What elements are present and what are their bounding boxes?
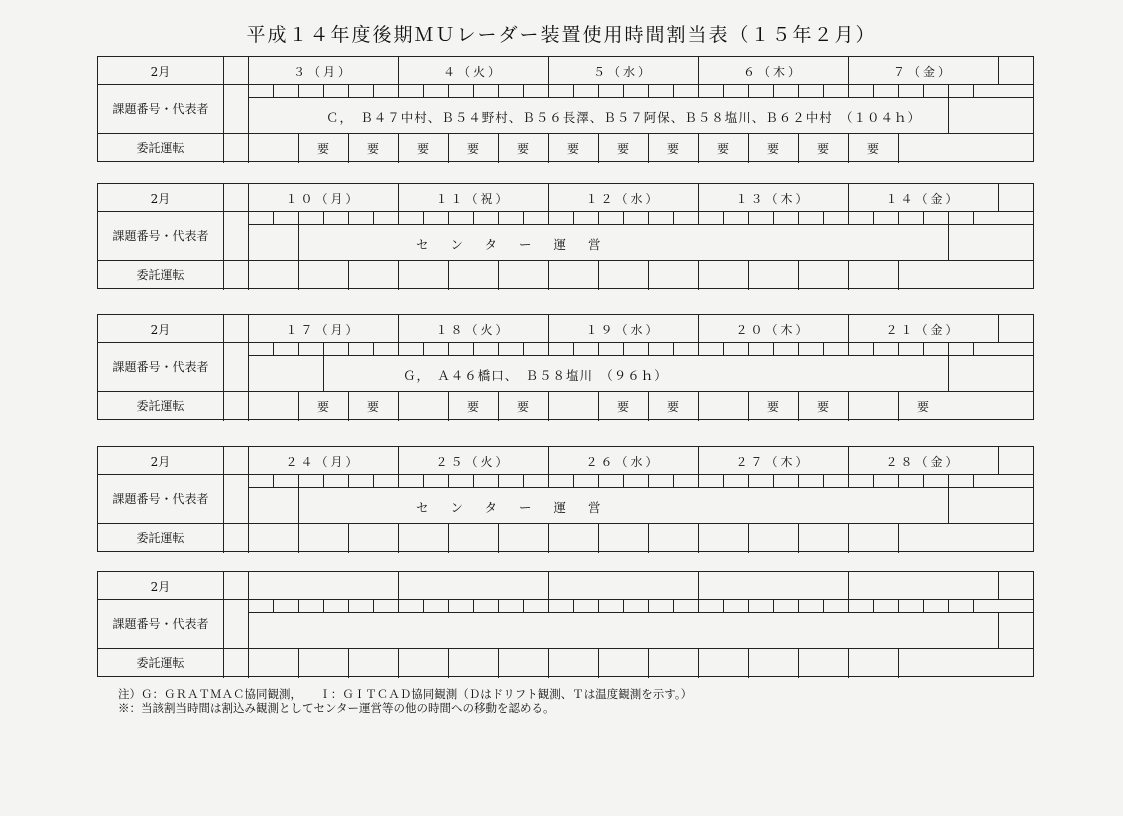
time-tick bbox=[698, 599, 699, 612]
time-tick bbox=[548, 342, 549, 355]
commission-cell: 要 bbox=[616, 142, 629, 156]
day-header: １０（月） bbox=[285, 192, 361, 206]
commission-cell: 要 bbox=[516, 142, 529, 156]
time-tick bbox=[423, 211, 424, 224]
grid-line bbox=[248, 612, 249, 648]
grid-line bbox=[748, 260, 749, 290]
grid-line bbox=[498, 648, 499, 678]
time-tick bbox=[423, 474, 424, 487]
time-tick bbox=[373, 474, 374, 487]
day-header: ４（火） bbox=[442, 65, 503, 79]
time-tick bbox=[598, 211, 599, 224]
time-tick bbox=[948, 84, 949, 97]
grid-line bbox=[548, 648, 549, 678]
time-tick bbox=[773, 211, 774, 224]
grid-line bbox=[648, 260, 649, 290]
grid-line bbox=[98, 523, 1033, 524]
time-tick bbox=[723, 474, 724, 487]
month-label: 2月 bbox=[150, 455, 171, 469]
time-tick bbox=[448, 84, 449, 97]
time-tick bbox=[823, 474, 824, 487]
time-tick bbox=[398, 84, 399, 97]
day-header: １８（火） bbox=[435, 323, 511, 337]
commission-cell: 要 bbox=[466, 142, 479, 156]
time-tick bbox=[673, 599, 674, 612]
time-tick bbox=[948, 211, 949, 224]
grid-line bbox=[298, 523, 299, 553]
commission-cell: 要 bbox=[416, 142, 429, 156]
grid-line bbox=[98, 599, 1033, 600]
time-tick bbox=[298, 342, 299, 355]
day-header: １７（月） bbox=[285, 323, 361, 337]
grid-line bbox=[848, 260, 849, 290]
time-tick bbox=[698, 474, 699, 487]
time-tick bbox=[623, 474, 624, 487]
assignment-text: センター運営 bbox=[416, 500, 623, 515]
time-tick bbox=[898, 342, 899, 355]
commission-cell: 要 bbox=[516, 400, 529, 414]
day-header: １１（祝） bbox=[435, 192, 511, 206]
grid-line bbox=[698, 572, 699, 599]
grid-line bbox=[398, 648, 399, 678]
time-tick bbox=[673, 474, 674, 487]
time-tick bbox=[323, 342, 324, 355]
time-tick bbox=[523, 474, 524, 487]
commission-cell: 要 bbox=[866, 142, 879, 156]
time-tick bbox=[298, 474, 299, 487]
time-tick bbox=[573, 599, 574, 612]
time-tick bbox=[648, 211, 649, 224]
time-tick bbox=[823, 599, 824, 612]
time-tick bbox=[973, 211, 974, 224]
commission-cell: 要 bbox=[716, 142, 729, 156]
time-tick bbox=[623, 211, 624, 224]
grid-line bbox=[598, 648, 599, 678]
time-tick bbox=[323, 84, 324, 97]
month-label: 2月 bbox=[150, 192, 171, 206]
time-tick bbox=[698, 84, 699, 97]
time-tick bbox=[773, 342, 774, 355]
time-tick bbox=[748, 599, 749, 612]
page-title: 平成１４年度後期ＭＵレーダー装置使用時間割当表（１５年２月） bbox=[246, 24, 877, 46]
time-tick bbox=[948, 474, 949, 487]
commission-cell: 要 bbox=[766, 142, 779, 156]
commission-cell: 要 bbox=[616, 400, 629, 414]
grid-line bbox=[948, 224, 949, 260]
grid-line bbox=[98, 133, 1033, 134]
time-tick bbox=[773, 84, 774, 97]
grid-line bbox=[848, 523, 849, 553]
time-tick bbox=[598, 84, 599, 97]
day-header: １４（金） bbox=[885, 192, 961, 206]
grid-line bbox=[698, 260, 699, 290]
time-tick bbox=[523, 599, 524, 612]
commission-cell: 要 bbox=[316, 142, 329, 156]
commission-cell: 要 bbox=[916, 400, 929, 414]
time-tick bbox=[848, 211, 849, 224]
grid-line bbox=[598, 523, 599, 553]
grid-line bbox=[548, 260, 549, 290]
time-tick bbox=[548, 599, 549, 612]
time-tick bbox=[873, 474, 874, 487]
commission-cell: 要 bbox=[566, 142, 579, 156]
grid-line bbox=[698, 391, 699, 421]
grid-line bbox=[948, 97, 949, 133]
day-header: １９（水） bbox=[585, 323, 661, 337]
time-tick bbox=[873, 599, 874, 612]
time-tick bbox=[723, 342, 724, 355]
time-tick bbox=[748, 342, 749, 355]
grid-line bbox=[98, 260, 1033, 261]
time-tick bbox=[323, 599, 324, 612]
time-tick bbox=[798, 599, 799, 612]
time-tick bbox=[273, 599, 274, 612]
time-tick bbox=[573, 84, 574, 97]
time-tick bbox=[423, 342, 424, 355]
time-tick bbox=[848, 342, 849, 355]
grid-line bbox=[398, 260, 399, 290]
assignment-text: Ｃ， Ｂ４７中村、Ｂ５４野村、Ｂ５６長澤、Ｂ５７阿保、Ｂ５８塩川、Ｂ６２中村 （１０４ｈ） bbox=[326, 110, 922, 125]
grid-line bbox=[348, 260, 349, 290]
time-tick bbox=[648, 599, 649, 612]
time-tick bbox=[398, 474, 399, 487]
time-tick bbox=[798, 211, 799, 224]
grid-line bbox=[398, 523, 399, 553]
grid-line bbox=[348, 648, 349, 678]
grid-line bbox=[223, 315, 224, 421]
time-tick bbox=[748, 211, 749, 224]
time-tick bbox=[348, 211, 349, 224]
grid-line bbox=[398, 391, 399, 421]
time-tick bbox=[373, 84, 374, 97]
commission-cell: 要 bbox=[666, 400, 679, 414]
time-tick bbox=[298, 84, 299, 97]
week-table bbox=[97, 314, 1034, 420]
time-tick bbox=[773, 474, 774, 487]
time-tick bbox=[498, 599, 499, 612]
time-tick bbox=[273, 474, 274, 487]
project-label: 課題番号・代表者 bbox=[112, 229, 209, 243]
time-tick bbox=[498, 211, 499, 224]
grid-line bbox=[898, 523, 899, 553]
time-tick bbox=[573, 342, 574, 355]
time-tick bbox=[898, 474, 899, 487]
grid-line bbox=[998, 315, 999, 342]
grid-line bbox=[248, 612, 1033, 613]
grid-line bbox=[548, 523, 549, 553]
time-tick bbox=[798, 474, 799, 487]
time-tick bbox=[448, 599, 449, 612]
day-header: ２８（金） bbox=[885, 455, 961, 469]
time-tick bbox=[273, 84, 274, 97]
time-tick bbox=[598, 599, 599, 612]
grid-line bbox=[448, 523, 449, 553]
commission-label: 委託運転 bbox=[136, 141, 185, 155]
grid-line bbox=[848, 391, 849, 421]
grid-line bbox=[223, 447, 224, 553]
note-line: ※：当該割当時間は割込み観測としてセンター運営等の他の時間への移動を認める。 bbox=[118, 701, 555, 715]
time-tick bbox=[573, 211, 574, 224]
time-tick bbox=[523, 211, 524, 224]
grid-line bbox=[898, 260, 899, 290]
time-tick bbox=[623, 84, 624, 97]
time-tick bbox=[548, 211, 549, 224]
grid-line bbox=[298, 648, 299, 678]
grid-line bbox=[398, 572, 399, 599]
grid-line bbox=[848, 572, 849, 599]
grid-line bbox=[448, 260, 449, 290]
time-tick bbox=[673, 211, 674, 224]
grid-line bbox=[248, 224, 1033, 225]
grid-line bbox=[698, 523, 699, 553]
commission-cell: 要 bbox=[366, 142, 379, 156]
grid-line bbox=[348, 523, 349, 553]
grid-line bbox=[298, 224, 299, 260]
grid-line bbox=[223, 572, 224, 678]
time-tick bbox=[323, 211, 324, 224]
day-header: ３（月） bbox=[292, 65, 353, 79]
time-tick bbox=[923, 211, 924, 224]
grid-line bbox=[98, 648, 1033, 649]
day-header: ７（金） bbox=[892, 65, 953, 79]
time-tick bbox=[623, 342, 624, 355]
time-tick bbox=[698, 342, 699, 355]
grid-line bbox=[548, 391, 549, 421]
project-label: 課題番号・代表者 bbox=[112, 102, 209, 116]
time-tick bbox=[323, 474, 324, 487]
commission-cell: 要 bbox=[766, 400, 779, 414]
time-tick bbox=[373, 211, 374, 224]
grid-line bbox=[998, 612, 999, 648]
commission-label: 委託運転 bbox=[136, 656, 185, 670]
time-tick bbox=[448, 342, 449, 355]
grid-line bbox=[998, 57, 999, 84]
time-tick bbox=[498, 342, 499, 355]
time-tick bbox=[873, 211, 874, 224]
grid-line bbox=[223, 57, 224, 163]
day-header: ６（木） bbox=[742, 65, 803, 79]
time-tick bbox=[398, 599, 399, 612]
commission-label: 委託運転 bbox=[136, 399, 185, 413]
grid-line bbox=[498, 260, 499, 290]
time-tick bbox=[923, 342, 924, 355]
time-tick bbox=[623, 599, 624, 612]
day-header: ２４（月） bbox=[285, 455, 361, 469]
grid-line bbox=[898, 648, 899, 678]
grid-line bbox=[798, 648, 799, 678]
time-tick bbox=[548, 474, 549, 487]
time-tick bbox=[523, 342, 524, 355]
time-tick bbox=[973, 599, 974, 612]
grid-line bbox=[598, 260, 599, 290]
time-tick bbox=[298, 211, 299, 224]
grid-line bbox=[948, 355, 949, 391]
grid-line bbox=[748, 523, 749, 553]
time-tick bbox=[823, 84, 824, 97]
time-tick bbox=[723, 84, 724, 97]
grid-line bbox=[948, 487, 949, 523]
grid-line bbox=[498, 523, 499, 553]
grid-line bbox=[223, 184, 224, 290]
time-tick bbox=[448, 211, 449, 224]
assignment-text: Ｇ， Ａ４６橋口、 Ｂ５８塩川 （９６ｈ） bbox=[403, 368, 668, 383]
day-header: １２（水） bbox=[585, 192, 661, 206]
time-tick bbox=[498, 474, 499, 487]
time-tick bbox=[798, 342, 799, 355]
week-table bbox=[97, 183, 1034, 289]
commission-label: 委託運転 bbox=[136, 268, 185, 282]
grid-line bbox=[248, 97, 1033, 98]
time-tick bbox=[848, 599, 849, 612]
time-tick bbox=[948, 342, 949, 355]
commission-cell: 要 bbox=[316, 400, 329, 414]
time-tick bbox=[598, 342, 599, 355]
time-tick bbox=[973, 474, 974, 487]
time-tick bbox=[373, 342, 374, 355]
grid-line bbox=[248, 487, 1033, 488]
time-tick bbox=[348, 599, 349, 612]
day-header: １３（木） bbox=[735, 192, 811, 206]
time-tick bbox=[523, 84, 524, 97]
commission-label: 委託運転 bbox=[136, 531, 185, 545]
grid-line bbox=[748, 648, 749, 678]
month-label: 2月 bbox=[150, 323, 171, 337]
time-tick bbox=[598, 474, 599, 487]
time-tick bbox=[548, 84, 549, 97]
time-tick bbox=[398, 211, 399, 224]
grid-line bbox=[248, 97, 249, 133]
time-tick bbox=[898, 211, 899, 224]
time-tick bbox=[648, 342, 649, 355]
grid-line bbox=[798, 260, 799, 290]
commission-cell: 要 bbox=[466, 400, 479, 414]
grid-line bbox=[98, 342, 1033, 343]
time-tick bbox=[473, 599, 474, 612]
grid-line bbox=[98, 391, 1033, 392]
time-tick bbox=[348, 474, 349, 487]
time-tick bbox=[723, 599, 724, 612]
grid-line bbox=[898, 133, 899, 163]
grid-line bbox=[98, 211, 1033, 212]
grid-line bbox=[298, 487, 299, 523]
grid-line bbox=[648, 648, 649, 678]
grid-line bbox=[798, 523, 799, 553]
day-header: ２１（金） bbox=[885, 323, 961, 337]
time-tick bbox=[798, 84, 799, 97]
grid-line bbox=[848, 648, 849, 678]
notes bbox=[118, 687, 692, 715]
grid-line bbox=[298, 260, 299, 290]
time-tick bbox=[773, 599, 774, 612]
month-label: 2月 bbox=[150, 580, 171, 594]
time-tick bbox=[873, 84, 874, 97]
grid-line bbox=[648, 523, 649, 553]
week-table bbox=[97, 571, 1034, 677]
note-line: 注）Ｇ：ＧＲＡＴＭＡＣ協同観測， Ｉ：ＧＩＴＣＡＤ協同観測（Ｄはドリフト観測、Ｔは温度観測を示す。） bbox=[118, 687, 693, 701]
week-table bbox=[97, 56, 1034, 162]
time-tick bbox=[348, 84, 349, 97]
time-tick bbox=[573, 474, 574, 487]
time-tick bbox=[673, 342, 674, 355]
commission-cell: 要 bbox=[366, 400, 379, 414]
time-tick bbox=[948, 599, 949, 612]
time-tick bbox=[348, 342, 349, 355]
time-tick bbox=[973, 342, 974, 355]
commission-cell: 要 bbox=[816, 400, 829, 414]
time-tick bbox=[648, 84, 649, 97]
time-tick bbox=[473, 211, 474, 224]
grid-line bbox=[448, 648, 449, 678]
commission-cell: 要 bbox=[666, 142, 679, 156]
time-tick bbox=[698, 211, 699, 224]
grid-line bbox=[998, 184, 999, 211]
time-tick bbox=[973, 84, 974, 97]
grid-line bbox=[248, 355, 1033, 356]
time-tick bbox=[823, 342, 824, 355]
day-header: ２６（水） bbox=[585, 455, 661, 469]
time-tick bbox=[898, 84, 899, 97]
time-tick bbox=[873, 342, 874, 355]
time-tick bbox=[823, 211, 824, 224]
time-tick bbox=[423, 84, 424, 97]
grid-line bbox=[998, 447, 999, 474]
time-tick bbox=[473, 474, 474, 487]
time-tick bbox=[473, 84, 474, 97]
time-tick bbox=[673, 84, 674, 97]
project-label: 課題番号・代表者 bbox=[112, 492, 209, 506]
day-header: ２０（木） bbox=[735, 323, 811, 337]
time-tick bbox=[398, 342, 399, 355]
grid-line bbox=[698, 648, 699, 678]
time-tick bbox=[273, 342, 274, 355]
project-label: 課題番号・代表者 bbox=[112, 360, 209, 374]
day-header: ５（水） bbox=[592, 65, 653, 79]
day-header: ２５（火） bbox=[435, 455, 511, 469]
time-tick bbox=[923, 474, 924, 487]
time-tick bbox=[848, 84, 849, 97]
project-label: 課題番号・代表者 bbox=[112, 617, 209, 631]
grid-line bbox=[323, 355, 324, 391]
time-tick bbox=[498, 84, 499, 97]
time-tick bbox=[748, 474, 749, 487]
time-tick bbox=[723, 211, 724, 224]
time-tick bbox=[273, 211, 274, 224]
month-label: 2月 bbox=[150, 65, 171, 79]
time-tick bbox=[373, 599, 374, 612]
time-tick bbox=[848, 474, 849, 487]
week-table bbox=[97, 446, 1034, 552]
time-tick bbox=[298, 599, 299, 612]
grid-line bbox=[998, 572, 999, 599]
time-tick bbox=[648, 474, 649, 487]
time-tick bbox=[473, 342, 474, 355]
time-tick bbox=[448, 474, 449, 487]
assignment-text: センター運営 bbox=[416, 237, 623, 252]
grid-line bbox=[548, 572, 549, 599]
commission-cell: 要 bbox=[816, 142, 829, 156]
time-tick bbox=[898, 599, 899, 612]
time-tick bbox=[748, 84, 749, 97]
time-tick bbox=[923, 84, 924, 97]
grid-line bbox=[98, 474, 1033, 475]
day-header: ２７（木） bbox=[735, 455, 811, 469]
time-tick bbox=[423, 599, 424, 612]
time-tick bbox=[923, 599, 924, 612]
grid-line bbox=[98, 84, 1033, 85]
